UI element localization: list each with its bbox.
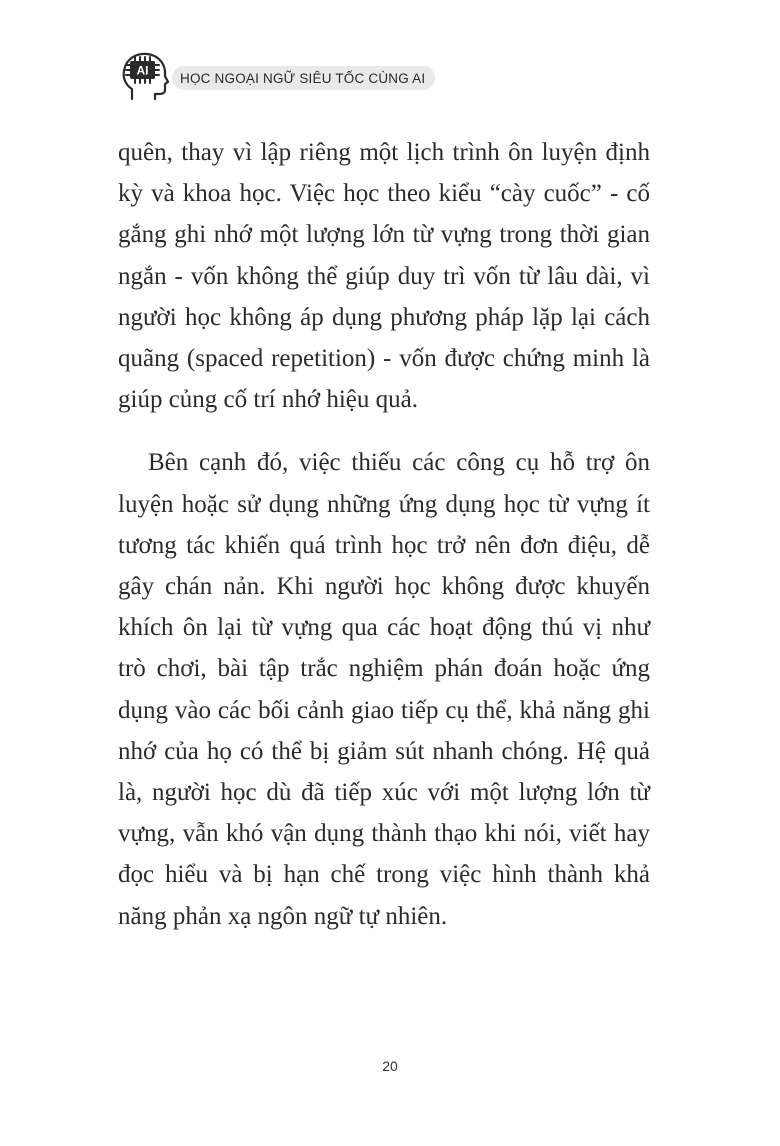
running-header <box>118 48 435 108</box>
body-paragraph: quên, thay vì lập riêng một lịch trình ôn luyện định kỳ và khoa học. Việc học theo kiểu “cày cuốc” - cố gắng ghi nhớ một lượng lớn từ vựng trong thời gian ngắn - vốn không thể giúp duy trì vốn từ lâu dài, vì người học không áp dụng phương pháp lặp lại cách quãng (spaced repetition) - vốn được chứng minh là giúp củng cố trí nhớ hiệu quả. <box>118 139 650 414</box>
svg-text:AI: AI <box>136 63 149 78</box>
book-title-label: HỌC NGOẠI NGỮ SIÊU TỐC CÙNG AI <box>172 66 435 90</box>
page-number: 20 <box>382 1058 398 1074</box>
body-paragraph: Bên cạnh đó, việc thiếu các công cụ hỗ trợ ôn luyện hoặc sử dụng những ứng dụng học từ vựng ít tương tác khiến quá trình học trở nên đơn điệu, dễ gây chán nản. Khi người học không được khuyến khích ôn lại từ vựng qua các hoạt động thú vị như trò chơi, bài tập trắc nghiệm phán đoán hoặc ứng dụng vào các bối cảnh giao tiếp cụ thể, khả năng ghi nhớ của họ có thể bị giảm sút nhanh chóng. Hệ quả là, người học dù đã tiếp xúc với một lượng lớn từ vựng, vẫn khó vận dụng thành thạo khi nói, viết hay đọc hiểu và bị hạn chế trong việc hình thành khả năng phản xạ ngôn ngữ tự nhiên. <box>118 449 650 930</box>
ai-head-icon <box>118 49 170 107</box>
page-body <box>118 132 650 937</box>
